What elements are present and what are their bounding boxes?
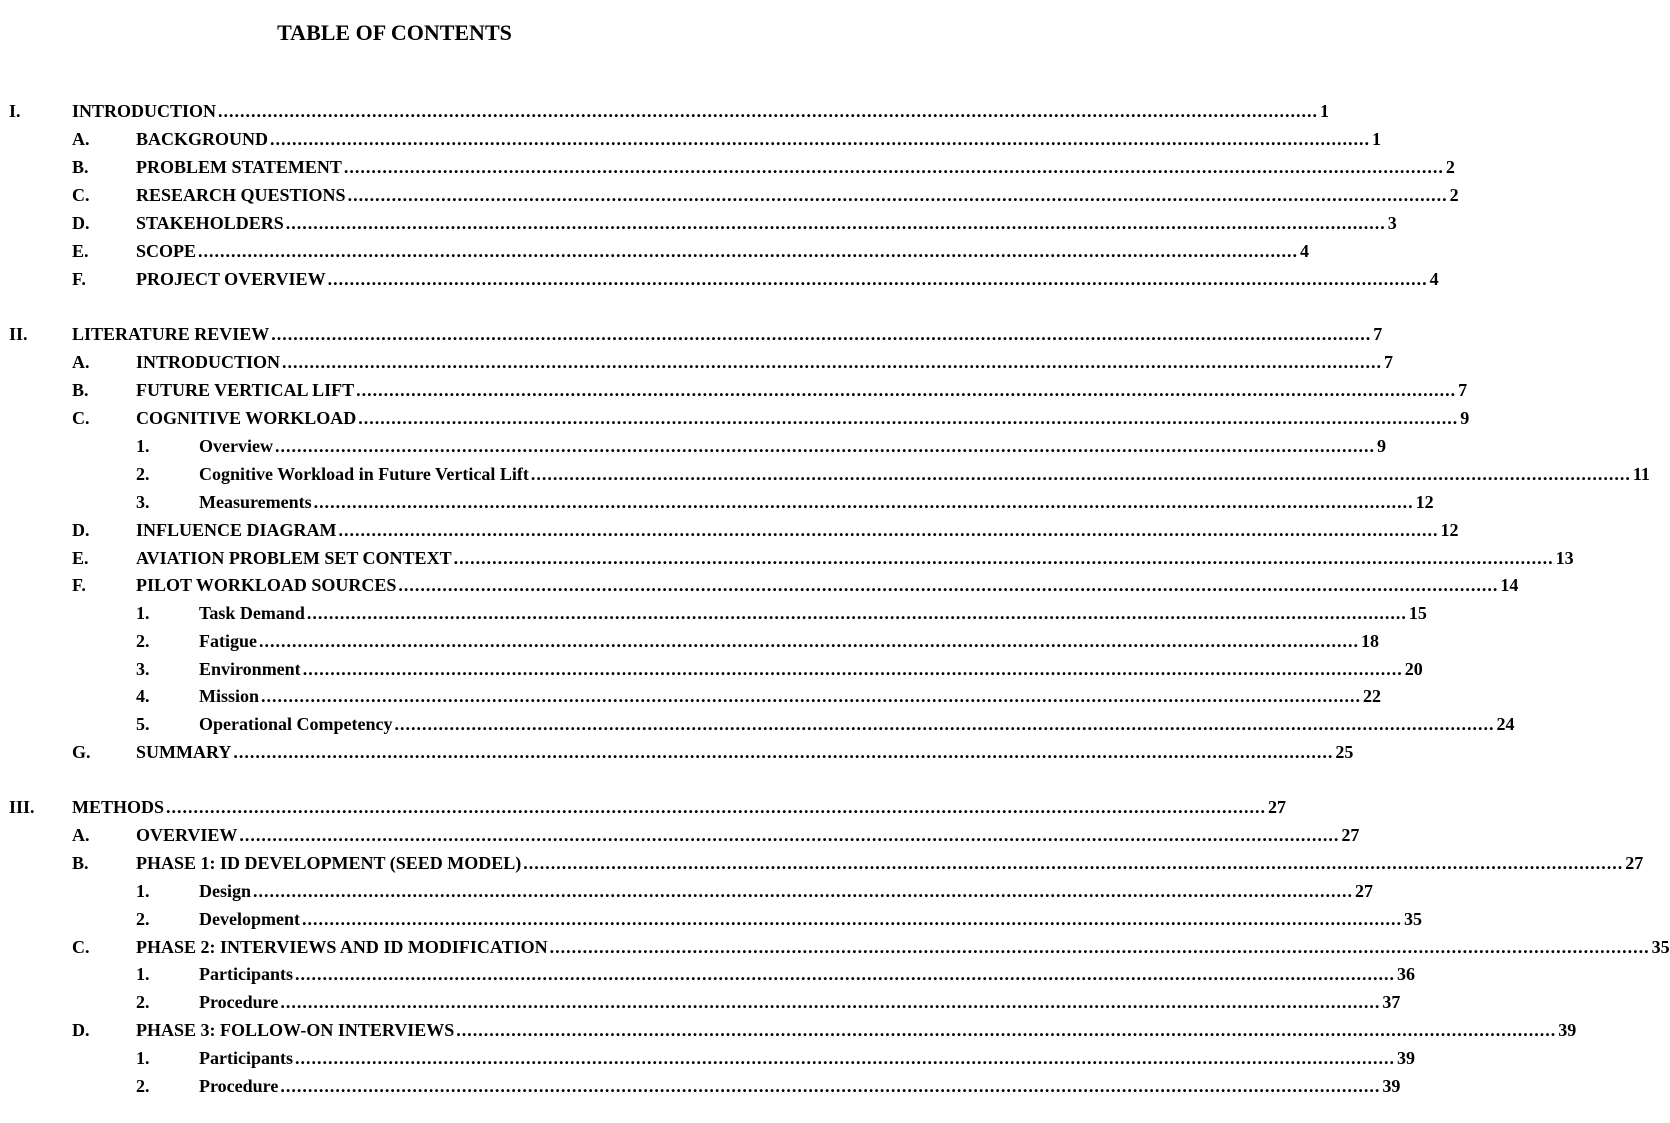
dot-leader: ........................................................................................................................................................................................................ xyxy=(347,185,1448,205)
toc-entry-page: 12 xyxy=(1440,520,1459,540)
toc-entry-body xyxy=(199,963,1415,985)
toc-entry-number: 2. xyxy=(136,1076,150,1096)
toc-entry-body xyxy=(199,658,1423,680)
toc-entry-number: II. xyxy=(9,324,28,344)
toc-entry-title: PHASE 2: INTERVIEWS AND ID MODIFICATION xyxy=(136,937,548,957)
toc-entry-number: B. xyxy=(72,157,89,177)
toc-entry-title: Measurements xyxy=(199,492,312,512)
toc-entry-page: 7 xyxy=(1373,324,1383,344)
toc-entry-body xyxy=(136,936,1670,958)
toc-entry-title: Mission xyxy=(199,686,260,706)
dot-leader: ........................................................................................................................................................................................................ xyxy=(306,603,1407,623)
toc-entry xyxy=(0,908,1422,930)
toc-entry-body xyxy=(136,156,1455,178)
toc-entry xyxy=(0,379,1468,401)
dot-leader: ........................................................................................................................................................................................................ xyxy=(343,157,1444,177)
toc-entry-page: 27 xyxy=(1341,825,1360,845)
toc-entry-body xyxy=(136,519,1459,541)
toc-entry xyxy=(0,435,1386,457)
toc-entry-number: F. xyxy=(72,575,86,595)
dot-leader: ........................................................................................................................................................................................................ xyxy=(453,548,1554,568)
toc-entry-title: Fatigue xyxy=(199,631,257,651)
toc-entry-title: PHASE 3: FOLLOW-ON INTERVIEWS xyxy=(136,1020,455,1040)
toc-entry-page: 35 xyxy=(1651,937,1670,957)
toc-entry-number: E. xyxy=(72,548,89,568)
page-title: TABLE OF CONTENTS xyxy=(277,20,512,45)
toc-entry-page: 36 xyxy=(1397,964,1415,984)
toc-entry-body xyxy=(136,128,1382,150)
dot-leader: ........................................................................................................................................................................................................ xyxy=(280,1076,1381,1096)
toc-entry xyxy=(0,658,1423,680)
toc-entry-title: OVERVIEW xyxy=(136,825,238,845)
toc-entry-title: INFLUENCE DIAGRAM xyxy=(136,520,337,540)
dot-leader: ........................................................................................................................................................................................................ xyxy=(549,937,1650,957)
toc-entry-number: 3. xyxy=(136,659,150,679)
toc-entry-title: STAKEHOLDERS xyxy=(136,213,284,233)
toc-entry xyxy=(0,574,1519,596)
toc-entry-page: 3 xyxy=(1387,213,1397,233)
toc-entry-number: A. xyxy=(72,825,90,845)
dot-leader: ........................................................................................................................................................................................................ xyxy=(198,241,1299,261)
toc-entry xyxy=(0,212,1397,234)
toc-entry-title: RESEARCH QUESTIONS xyxy=(136,185,346,205)
toc-entry-body xyxy=(136,824,1360,846)
toc-entry-body xyxy=(199,713,1515,735)
toc-entry-page: 1 xyxy=(1372,129,1382,149)
toc-entry-page: 9 xyxy=(1376,436,1386,456)
toc-entry-page: 1 xyxy=(1320,101,1330,121)
toc-entry-title: LITERATURE REVIEW xyxy=(72,324,270,344)
toc-entry-body xyxy=(199,908,1422,930)
toc-entry-page: 9 xyxy=(1460,408,1470,428)
toc-entry-title: Cognitive Workload in Future Vertical Lift xyxy=(199,464,529,484)
toc-entry-body xyxy=(136,212,1397,234)
toc-entry xyxy=(0,407,1470,429)
toc-entry xyxy=(0,824,1360,846)
toc-entry-body xyxy=(136,268,1439,290)
toc-entry-number: I. xyxy=(9,101,21,121)
dot-leader: ........................................................................................................................................................................................................ xyxy=(301,909,1402,929)
toc-entry-body xyxy=(136,1019,1577,1041)
dot-leader: ........................................................................................................................................................................................................ xyxy=(259,631,1359,651)
toc-entry xyxy=(0,463,1650,485)
toc-entry-number: 1. xyxy=(136,964,150,984)
dot-leader: ........................................................................................................................................................................................................ xyxy=(398,575,1499,595)
dot-leader: ........................................................................................................................................................................................................ xyxy=(261,686,1362,706)
toc-entry-title: Overview xyxy=(199,436,273,456)
dot-leader: ........................................................................................................................................................................................................ xyxy=(313,492,1414,512)
toc-entry-page: 4 xyxy=(1429,269,1439,289)
toc-entry-body xyxy=(72,100,1330,122)
toc-entry-title: Development xyxy=(199,909,300,929)
toc-entry xyxy=(0,491,1434,513)
dot-leader: ........................................................................................................................................................................................................ xyxy=(523,853,1624,873)
toc-entry-title: Design xyxy=(199,881,252,901)
toc-entry-body xyxy=(72,796,1287,818)
toc-entry xyxy=(0,713,1515,735)
toc-entry-page: 37 xyxy=(1382,992,1401,1012)
toc-entry-page: 2 xyxy=(1449,185,1459,205)
toc-entry-page: 7 xyxy=(1458,380,1468,400)
toc-entry-page: 39 xyxy=(1397,1048,1415,1068)
toc-entry xyxy=(0,1075,1401,1097)
toc-entry-title: COGNITIVE WORKLOAD xyxy=(136,408,357,428)
toc-entry-body xyxy=(136,407,1470,429)
dot-leader: ........................................................................................................................................................................................................ xyxy=(239,825,1340,845)
toc-entry-number: III. xyxy=(9,797,35,817)
toc-entry-number: 2. xyxy=(136,464,150,484)
toc-entry-number: D. xyxy=(72,520,90,540)
toc-entry-page: 4 xyxy=(1300,241,1310,261)
toc-entry xyxy=(0,796,1287,818)
toc-entry xyxy=(0,602,1427,624)
toc-entry-body xyxy=(136,240,1310,262)
toc-entry xyxy=(0,519,1459,541)
toc-entry-number: C. xyxy=(72,185,90,205)
toc-entry-body xyxy=(136,574,1519,596)
toc-entry-number: E. xyxy=(72,241,89,261)
toc-entry-body xyxy=(199,630,1379,652)
toc-entry-body xyxy=(199,1075,1401,1097)
toc-entry-page: 27 xyxy=(1625,853,1644,873)
toc-entry-title: PROBLEM STATEMENT xyxy=(136,157,342,177)
toc-entry-page: 2 xyxy=(1445,157,1455,177)
toc-entry-number: 5. xyxy=(136,714,150,734)
toc-entry-number: 4. xyxy=(136,686,150,706)
dot-leader: ........................................................................................................................................................................................................ xyxy=(356,380,1457,400)
toc-entry-number: G. xyxy=(72,742,91,762)
toc-entry-title: Participants xyxy=(199,1048,293,1068)
toc-entry xyxy=(0,351,1394,373)
toc-entry xyxy=(0,963,1415,985)
toc-entry-body xyxy=(199,463,1650,485)
toc-entry-body xyxy=(199,435,1386,457)
toc-entry-title: Task Demand xyxy=(199,603,305,623)
toc-entry-number: 2. xyxy=(136,909,150,929)
toc-entry-number: F. xyxy=(72,269,86,289)
toc-entry-title: SCOPE xyxy=(136,241,197,261)
dot-leader: ........................................................................................................................................................................................................ xyxy=(530,464,1631,484)
toc-entry-body xyxy=(136,351,1394,373)
dot-leader: ........................................................................................................................................................................................................ xyxy=(282,352,1383,372)
toc-entry-body xyxy=(199,1047,1415,1069)
dot-leader: ........................................................................................................................................................................................................ xyxy=(394,714,1495,734)
toc-entry-page: 27 xyxy=(1268,797,1287,817)
toc-entry-body xyxy=(136,184,1459,206)
toc-entry-number: A. xyxy=(72,352,90,372)
toc-entry-number: C. xyxy=(72,937,90,957)
toc-entry-number: 2. xyxy=(136,992,150,1012)
toc-entry xyxy=(0,991,1401,1013)
toc-entry-number: 2. xyxy=(136,631,150,651)
toc-entry-page: 20 xyxy=(1404,659,1423,679)
toc-entry-number: D. xyxy=(72,1020,90,1040)
toc-entry-body xyxy=(136,852,1644,874)
toc-entry-title: Participants xyxy=(199,964,293,984)
toc-entry xyxy=(0,156,1455,178)
toc-entry-number: C. xyxy=(72,408,90,428)
dot-leader: ........................................................................................................................................................................................................ xyxy=(285,213,1386,233)
dot-leader: ........................................................................................................................................................................................................ xyxy=(338,520,1439,540)
dot-leader: ........................................................................................................................................................................................................ xyxy=(270,129,1371,149)
dot-leader: ........................................................................................................................................................................................................ xyxy=(295,964,1395,984)
dot-leader: ........................................................................................................................................................................................................ xyxy=(271,324,1372,344)
toc-entry-number: 1. xyxy=(136,881,150,901)
toc-entry-title: Procedure xyxy=(199,992,279,1012)
toc-entry xyxy=(0,685,1382,707)
toc-entry-title: PROJECT OVERVIEW xyxy=(136,269,326,289)
dot-leader: ........................................................................................................................................................................................................ xyxy=(253,881,1354,901)
toc-entry xyxy=(0,1019,1577,1041)
toc-entry-title: Procedure xyxy=(199,1076,279,1096)
toc-entry xyxy=(0,240,1310,262)
toc-entry-body xyxy=(199,991,1401,1013)
toc-entry-page: 18 xyxy=(1361,631,1379,651)
toc-entry-body xyxy=(199,602,1427,624)
toc-entry-body xyxy=(136,547,1574,569)
toc-entry-number: B. xyxy=(72,380,89,400)
toc-entry-body xyxy=(72,323,1383,345)
toc-entry xyxy=(0,630,1379,652)
toc-entry-page: 13 xyxy=(1555,548,1574,568)
dot-leader: ........................................................................................................................................................................................................ xyxy=(166,797,1267,817)
toc-entry-title: Operational Competency xyxy=(199,714,393,734)
toc-entry-title: PHASE 1: ID DEVELOPMENT (SEED MODEL) xyxy=(136,853,522,873)
toc-entry-body xyxy=(199,685,1382,707)
toc-entry-page: 7 xyxy=(1384,352,1394,372)
toc-entry-title: AVIATION PROBLEM SET CONTEXT xyxy=(136,548,452,568)
toc-entry-title: INTRODUCTION xyxy=(136,352,281,372)
toc-entry-page: 27 xyxy=(1355,881,1374,901)
toc-entry xyxy=(0,547,1574,569)
toc-entry xyxy=(0,852,1644,874)
dot-leader: ........................................................................................................................................................................................................ xyxy=(218,101,1319,121)
dot-leader: ........................................................................................................................................................................................................ xyxy=(295,1048,1395,1068)
toc-entry-number: 3. xyxy=(136,492,150,512)
toc-entry-title: BACKGROUND xyxy=(136,129,269,149)
toc-entry-page: 25 xyxy=(1335,742,1354,762)
toc-entry-number: 1. xyxy=(136,603,150,623)
dot-leader: ........................................................................................................................................................................................................ xyxy=(274,436,1375,456)
toc-entry-page: 14 xyxy=(1500,575,1519,595)
toc-entry-page: 24 xyxy=(1496,714,1515,734)
toc-entry xyxy=(0,880,1374,902)
dot-leader: ........................................................................................................................................................................................................ xyxy=(302,659,1403,679)
toc-entry-title: Environment xyxy=(199,659,301,679)
toc-entry-number: 1. xyxy=(136,436,150,456)
toc-entry-page: 11 xyxy=(1632,464,1650,484)
toc-entry-page: 35 xyxy=(1403,909,1422,929)
toc-entry-title: SUMMARY xyxy=(136,742,232,762)
toc-entry-page: 15 xyxy=(1408,603,1427,623)
toc-entry xyxy=(0,268,1439,290)
toc-entry-page: 39 xyxy=(1558,1020,1577,1040)
toc-entry xyxy=(0,323,1383,345)
toc-entry-number: 1. xyxy=(136,1048,150,1068)
toc-entry xyxy=(0,128,1382,150)
dot-leader: ........................................................................................................................................................................................................ xyxy=(280,992,1381,1012)
toc-entry xyxy=(0,1047,1415,1069)
toc-entry-page: 12 xyxy=(1415,492,1434,512)
dot-leader: ........................................................................................................................................................................................................ xyxy=(233,742,1334,762)
dot-leader: ........................................................................................................................................................................................................ xyxy=(456,1020,1557,1040)
toc-entry xyxy=(0,936,1670,958)
toc-entry-body xyxy=(136,741,1354,763)
toc-entry-title: PILOT WORKLOAD SOURCES xyxy=(136,575,397,595)
dot-leader: ........................................................................................................................................................................................................ xyxy=(358,408,1459,428)
toc-entry-body xyxy=(136,379,1468,401)
toc-entry-body xyxy=(199,491,1434,513)
dot-leader: ........................................................................................................................................................................................................ xyxy=(327,269,1428,289)
toc-entry-number: A. xyxy=(72,129,90,149)
toc-entry-number: B. xyxy=(72,853,89,873)
toc-entry-title: INTRODUCTION xyxy=(72,101,217,121)
toc-entry-title: METHODS xyxy=(72,797,165,817)
toc-entry-page: 22 xyxy=(1363,686,1382,706)
toc-entry-number: D. xyxy=(72,213,90,233)
toc-entry xyxy=(0,184,1459,206)
toc-entry xyxy=(0,741,1354,763)
toc-entry xyxy=(0,100,1330,122)
toc-entry-page: 39 xyxy=(1382,1076,1401,1096)
toc-entry-body xyxy=(199,880,1374,902)
toc-entry-title: FUTURE VERTICAL LIFT xyxy=(136,380,355,400)
